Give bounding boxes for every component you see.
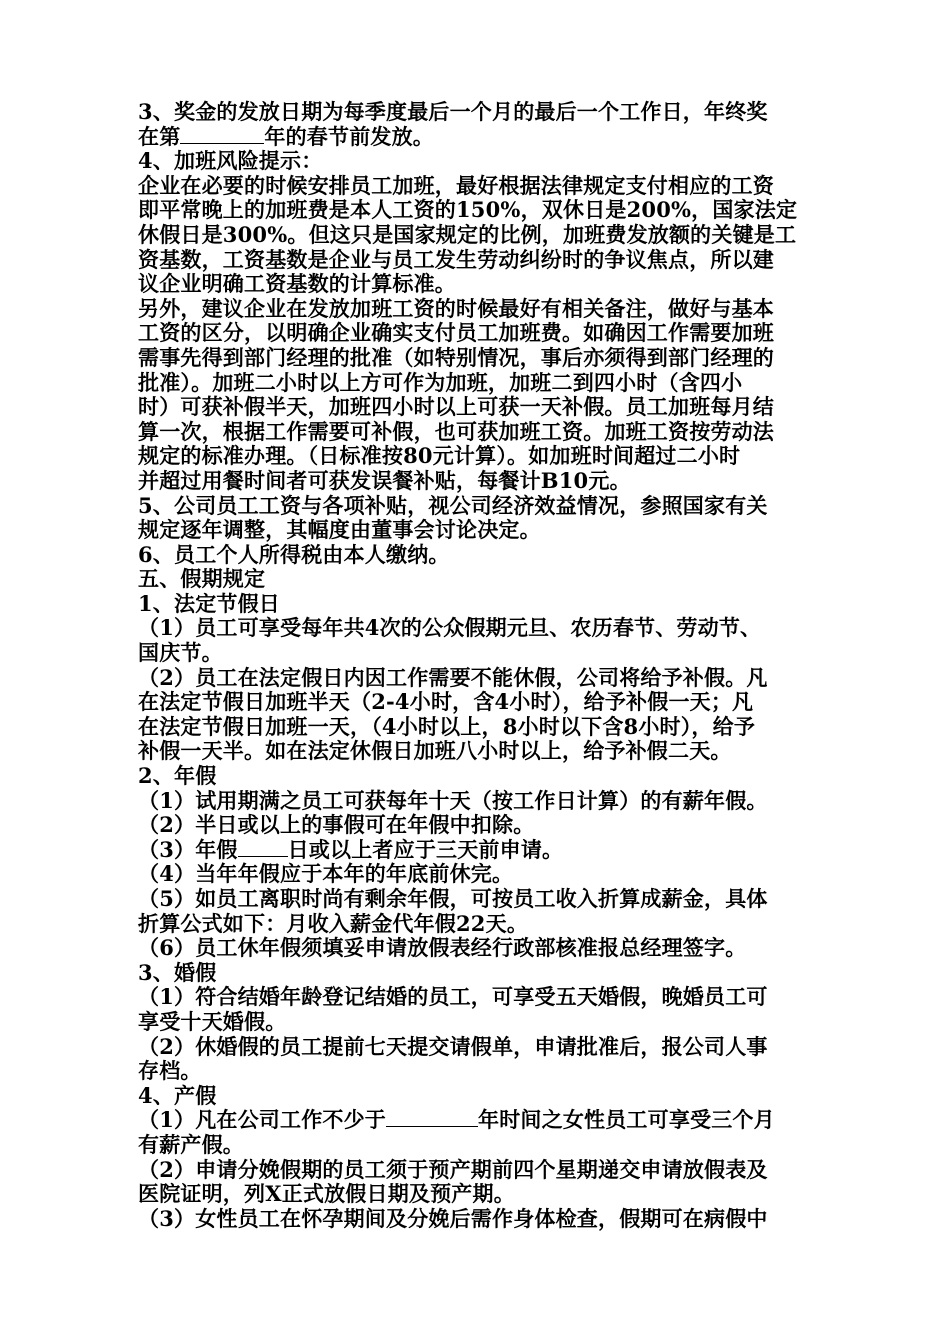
fill-in-blank [180,125,264,144]
text-line: 医院证明，列X正式放假日期及预产期。 [138,1181,515,1207]
text-line: 6、员工个人所得税由本人缴纳。 [138,541,450,567]
text-line: 批准）。加班二小时以上方可作为加班，加班二到四小时（含四小 [138,369,743,395]
text-line: 1、法定节假日 [138,590,281,616]
text-line: 3、奖金的发放日期为每季度最后一个月的最后一个工作日，年终奖 [138,99,768,124]
fill-in-blank [238,838,288,857]
text-line: 即平常晚上的加班费是本人工资的150%，双休日是200%，国家法定 [138,197,798,223]
text-line: 在法定节假日加班半天（2-4小时，含4小时），给予补假一天；凡 [138,689,754,715]
text-line: 2、年假 [138,763,217,789]
text-line: 3、婚假 [138,959,217,985]
text-line: 规定逐年调整，其幅度由董事会讨论决定。 [138,517,541,543]
text-line: 享受十天婚假。 [138,1008,287,1034]
text-line: 存档。 [138,1058,202,1084]
text-line: 5、公司员工工资与各项补贴，视公司经济效益情况，参照国家有关 [138,492,768,518]
text-line: （2）休婚假的员工提前七天提交请假单，申请批准后，报公司人事 [138,1033,768,1059]
text-line: （2）员工在法定假日内因工作需要不能休假，公司将给予补假。凡 [138,664,768,690]
text-line: 另外，建议企业在发放加班工资的时候最好有相关备注，做好与基本 [138,295,774,321]
text-line: 补假一天半。如在法定休假日加班八小时以上，给予补假二天。 [138,738,732,764]
text-line: 4、加班风险提示： [138,148,323,174]
section-heading: 五、假期规定 [138,566,266,592]
text-line: 国庆节。 [138,640,223,666]
text-line: （1）凡在公司工作不少于 年时间之女性员工可享受三个月 [138,1107,775,1133]
text-line: 在第 年的春节前发放。 [138,123,435,149]
document-body [138,100,818,1231]
text-line: 并超过用餐时间者可获发误餐补贴，每餐计B10元。 [138,467,631,493]
text-line: （6）员工休年假须填妥申请放假表经行政部核准报总经理签字。 [138,935,747,961]
text-line: 折算公式如下：月收入薪金代年假22天。 [138,910,529,936]
text-line: （1）试用期满之员工可获每年十天（按工作日计算）的有薪年假。 [138,787,768,813]
text-line: （5）如员工离职时尚有剩余年假，可按员工收入折算成薪金，具体 [138,886,768,911]
text-line: 时）可获补假半天，加班四小时以上可获一天补假。员工加班每月结 [138,394,774,420]
text-line: 议企业明确工资基数的计算标准。 [138,271,456,297]
text-line: 资基数，工资基数是企业与员工发生劳动纠纷时的争议焦点，所以建 [138,246,774,272]
text-line: 规定的标准办理。（日标准按80元计算）。如加班时间超过二小时 [138,443,741,469]
text-line: 4、产假 [138,1082,217,1108]
text-line: （1）员工可享受每年共4次的公众假期元旦、农历春节、劳动节、 [138,615,762,641]
text-line: 有薪产假。 [138,1131,244,1157]
text-line: 企业在必要的时候安排员工加班，最好根据法律规定支付相应的工资 [138,172,774,198]
text-line: （3）年假 日或以上者应于三天前申请。 [138,836,564,862]
text-line: 在法定节假日加班一天，（4小时以上，8小时以下含8小时），给予 [138,713,756,739]
text-line: 需事先得到部门经理的批准（如特别情况，事后亦须得到部门经理的 [138,344,774,370]
text-line: （2）申请分娩假期的员工须于预产期前四个星期递交申请放假表及 [138,1156,768,1182]
text-line: （1）符合结婚年龄登记结婚的员工，可享受五天婚假，晚婚员工可 [138,984,768,1010]
text-line: （3）女性员工在怀孕期间及分娩后需作身体检查，假期可在病假中 [138,1205,768,1231]
fill-in-blank [386,1108,478,1127]
text-line: （2）半日或以上的事假可在年假中扣除。 [138,812,535,838]
text-line: （4）当年年假应于本年的年底前休完。 [138,861,514,887]
text-line: 工资的区分，以明确企业确实支付员工加班费。如确因工作需要加班 [138,320,774,346]
text-line: 休假日是300%。但这只是国家规定的比例，加班费发放额的关键是工 [138,221,797,247]
text-line: 算一次，根据工作需要可补假，也可获加班工资。加班工资按劳动法 [138,418,774,444]
